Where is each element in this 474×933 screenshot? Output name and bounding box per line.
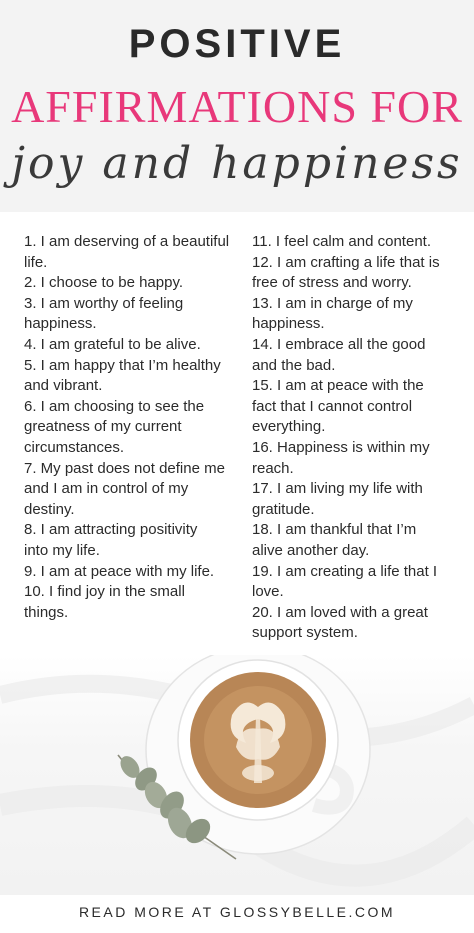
affirmation-line: destiny. [24, 500, 75, 518]
affirmation-line: and I am in control of my [24, 480, 189, 498]
affirmation-line: circumstances. [24, 438, 125, 456]
affirmation-line: 4. I am grateful to be alive. [24, 335, 201, 353]
coffee-cup-illustration [0, 655, 474, 895]
title-joy-and-happiness: joy and happiness [11, 138, 463, 189]
affirmation-line: 16. Happiness is within my [252, 438, 430, 456]
affirmation-line: free of stress and worry. [252, 274, 412, 292]
affirmation-line: 17. I am living my life with [252, 480, 423, 498]
affirmation-line: gratitude. [252, 500, 315, 518]
affirmation-line: 11. I feel calm and content. [252, 233, 431, 250]
affirmation-line: support system. [252, 624, 358, 642]
affirmation-line: life. [24, 253, 48, 271]
affirmation-line: reach. [252, 459, 294, 477]
affirmation-line: happiness. [24, 315, 97, 333]
affirmation-line: 3. I am worthy of feeling [24, 294, 184, 312]
footer-read-more[interactable]: READ MORE AT GLOSSYBELLE.COM [78, 904, 396, 920]
affirmation-line: 18. I am thankful that I’m [252, 521, 417, 539]
affirmation-line: into my life. [24, 541, 100, 559]
affirmation-line: happiness. [252, 315, 325, 333]
affirmation-line: 12. I am crafting a life that is [252, 253, 440, 271]
title-positive: POSITIVE [128, 22, 346, 66]
affirmation-line: everything. [252, 418, 326, 436]
title-affirmations-for: AFFIRMATIONS FOR [11, 81, 463, 132]
affirmation-line: 1. I am deserving of a beautiful [24, 233, 230, 250]
affirmation-line: fact that I cannot control [252, 397, 413, 415]
affirmation-line: 10. I find joy in the small [24, 583, 185, 601]
affirmation-line: and vibrant. [24, 377, 103, 395]
affirmation-line: things. [24, 603, 69, 621]
affirmation-line: 20. I am loved with a great [252, 603, 428, 621]
affirmations-right-column [252, 232, 452, 644]
affirmation-line: 9. I am at peace with my life. [24, 562, 215, 580]
affirmation-line: 8. I am attracting positivity [24, 521, 198, 539]
affirmation-line: alive another day. [252, 541, 370, 559]
affirmations-left-column [24, 232, 238, 623]
affirmation-line: 7. My past does not define me [24, 459, 225, 477]
affirmation-line: greatness of my current [24, 418, 182, 436]
affirmation-line: 6. I am choosing to see the [24, 397, 205, 415]
affirmation-line: 5. I am happy that I’m healthy [24, 356, 221, 374]
affirmation-line: 14. I embrace all the good [252, 335, 426, 353]
header-panel [0, 0, 474, 212]
affirmation-line: 15. I am at peace with the [252, 377, 424, 395]
affirmation-line: 13. I am in charge of my [252, 294, 413, 312]
coffee-photo [0, 655, 474, 895]
affirmation-line: and the bad. [252, 356, 336, 374]
affirmation-line: 19. I am creating a life that I [252, 562, 438, 580]
affirmation-line: 2. I choose to be happy. [24, 274, 184, 292]
affirmation-line: love. [252, 583, 284, 601]
